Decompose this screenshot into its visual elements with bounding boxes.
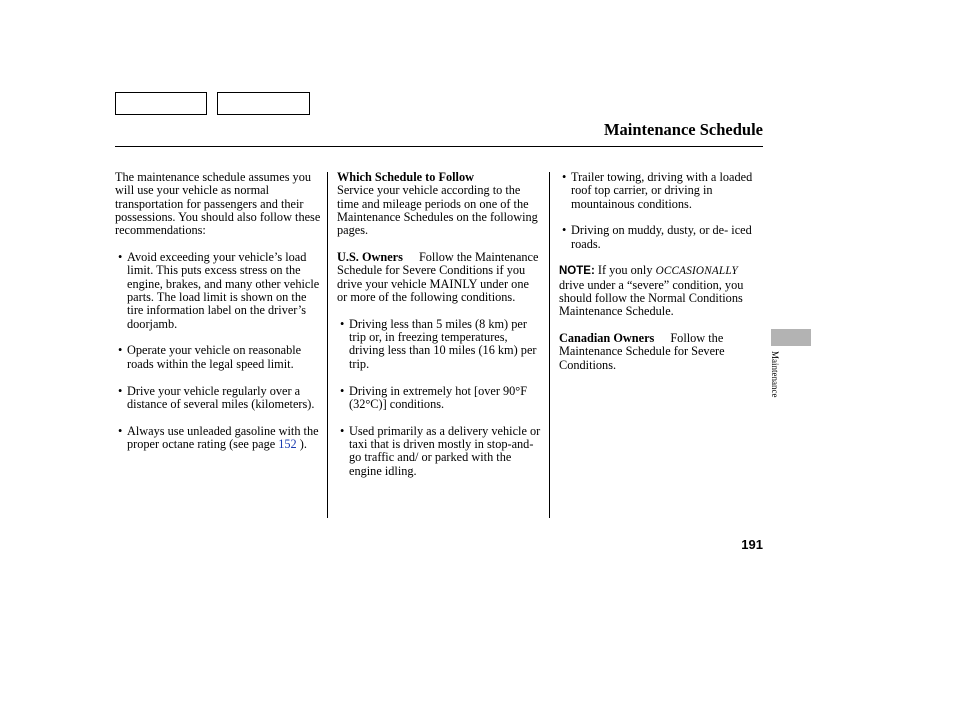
section-heading: Which Schedule to Follow (337, 170, 474, 184)
column-divider (327, 172, 328, 518)
column-1 (115, 171, 321, 465)
section-tab[interactable] (771, 329, 811, 346)
condition-item: • Driving less than 5 miles (8 km) per trip or, in freezing temperatures, driving less than 10 miles (16 km) per trip. (337, 318, 542, 371)
section-tab-label: Maintenance (770, 351, 780, 398)
schedule-section (337, 171, 542, 238)
recommendation-item: • Operate your vehicle on reasonable roads within the legal speed limit. (115, 344, 321, 371)
column-divider (549, 172, 550, 518)
note-paragraph (559, 264, 763, 318)
column-3 (559, 171, 763, 386)
nav-button-1[interactable] (115, 92, 207, 115)
note-emphasis: OCCASIONALLY (655, 265, 738, 278)
intro-paragraph: The maintenance schedule assumes you will use your vehicle as normal transportation for passengers and their possessions. You should also follow these recommendations: (115, 170, 321, 238)
nav-button-2[interactable] (217, 92, 310, 115)
recommendation-text: Always use unleaded gasoline with the proper octane rating (see page (127, 423, 319, 451)
recommendation-item: • Drive your vehicle regularly over a distance of several miles (kilometers). (115, 385, 321, 412)
title-rule (115, 146, 763, 147)
canadian-owners-paragraph (559, 332, 763, 372)
note-label: NOTE: (559, 265, 595, 278)
condition-item: • Driving on muddy, dusty, or de- iced roads. (559, 224, 763, 251)
recommendation-item: • Avoid exceeding your vehicle’s load limit. This puts excess stress on the engine, brakes, and many other vehicle parts. The load limit is shown on the tire information label on the driver’s doorjamb. (115, 251, 321, 331)
condition-item: • Driving in extremely hot [over 90°F (32°C)] conditions. (337, 385, 542, 412)
note-text: If you only (594, 263, 656, 278)
us-owners-label: U.S. Owners (337, 250, 403, 265)
page-number: 191 (741, 537, 763, 552)
section-text: Service your vehicle according to the time and mileage periods on one of the Maintenance Schedules on the following pages. (337, 183, 538, 238)
column-2 (337, 171, 542, 491)
page-152-link[interactable]: 152 (278, 436, 297, 451)
condition-item: • Used primarily as a delivery vehicle or taxi that is driven mostly in stop-and-go traffic and/ or parked with the engine idling. (337, 425, 542, 478)
recommendation-text-end: ). (296, 436, 307, 451)
recommendation-item (115, 425, 321, 452)
condition-item: • Trailer towing, driving with a loaded roof top carrier, or driving in mountainous conditions. (559, 171, 763, 211)
note-text-end: drive under a “severe” condition, you should follow the Normal Conditions Maintenance Schedule. (559, 277, 744, 319)
canadian-owners-label: Canadian Owners (559, 331, 655, 346)
us-owners-paragraph (337, 251, 542, 304)
canadian-owners-text: Follow the Maintenance Schedule for Severe Conditions. (559, 331, 725, 372)
page-title: Maintenance Schedule (603, 120, 763, 139)
us-owners-text: Follow the Maintenance Schedule for Severe Conditions if you drive your vehicle MAINLY under one or more of the following conditions. (337, 250, 539, 305)
